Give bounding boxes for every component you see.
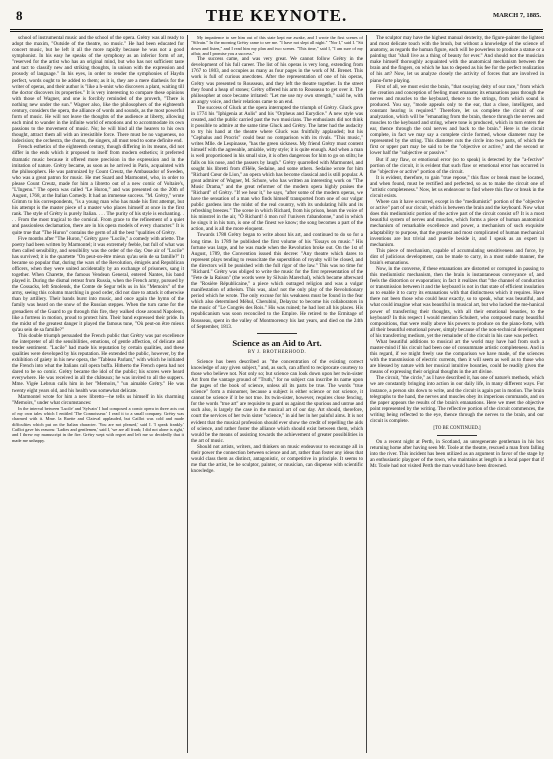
paragraph: school of instrumental music and the school of the opera. Grétry was all ready to adopt the maxim, "Outside of the theatre, no music." He had been educated for concert music, but he left it all the more rapidly because he was not a good symphonist. In his easy he speaks of the symphony as an inferior form of art, "reserved for the artist who has an original mind, but who has not sufficient taste and tact to classify new and striking thoughts, in unison with the expression and prosody of language." In his eyes, in order to render the symphonies of Haydn perfect, words ought to be added to them; as it is, they are a mere diathesis for the writer of operas, and their author is "like a h-onist who discovers a plant, waiting till the doctor discovers its properties." It is very interesting to compare these opinions with those of Wagner, and one is forcibly reminded of the proverb, "There is nothing new under the sun." Wagner also, like the philosophers of the eighteenth century, considers the opera, the alliance of words and sounds, as the most powerful form of music. He will not leave the thoughts of the audience at liberty, allowing each mind to wander in the infinite world of emotions and to accommodate its own passions to the movement of music. No; he will bind all the hearers to his own thought, attract them all with an irresistible force. There must be no vagueness, no indecision; the orchestra, the chorus, the singers, all must tend to some definite end. [12, 35, 184, 145]
paragraph: Now, in the converse, if these emanations are distorted or corrupted in passing to this mediumistic mechanism, then the brain is instantaneous conveyance of, and feels the distortion or evaporation; in fact it realizes that "the channel of conduction or transmission between it and the keyboard is not in that state of efficient insulation as to enable it to carry its emanations with that distinctness which it requires. Have there not been those who could hear exactly, so to speak, what was beautiful, and what could imagine what was beautiful in musical art, but who lacked the me-hanical power of transferring their thoughts, with all their emotional beauties, to the keyboard? In this respect I would mention Schubert, who composed many beautiful compositions, that were really above his powers to produce on the piano-forte, with all their beautiful emotional power, simply because of the non-technical development of his transferring medium, yet the remainder of the circuit in his case was perfect. [370, 265, 544, 339]
section-rule [437, 435, 477, 436]
paragraph: Five months after "The Huron," Grétry gave "Lucile," a comedy with ariette. The poetry had been written by Marmontel; it was extremely feeble, but full of what was then called sensibility, and sensibility was the order of the day. One air of "Lucile" has survived; it is the quartette "On peut-on-être mieux qu'au sein de sa famille?" It became so popular that, during the wars of the Revolution, émigrés and Republican officers, when they were united accidentally by an exchange of prisoners, sang it together. When Charette, the famous Vendean General, entered Nantes, his band played it. During the dismal retreat from Russia, when the French army, pursued by the Cossacks, left Smolensk, the Comte de Segur tells us in his "Memoirs" of the army, seeing this column marching in good order, did not dare to attack it otherwise than by artillery. Their bands burst into music, and once again the hymn of the family was heard on the snow of the Russian steppes. When the turn came for the grenadiers of the Guard to go through this fire, they walked close around Napoleon, like a fortress in motion, proud to protect him. Their band expressed their pride. In the midst of the greatest danger it played the famous tune, "Où peut-on être mieux qu'au sein de sa famille?" [12, 235, 184, 333]
header-rule [10, 29, 543, 30]
column-2 [191, 35, 363, 753]
issue-date: MARCH 7, 1885. [492, 12, 541, 19]
section-rule [257, 333, 297, 334]
quoted-excerpt: In the interval between 'Lucile' and 'Sylvain' I had composed a comic opera in three acts out of my own tales which I entitled 'The Connoisseur.' I read it to a small company. Grétry was charmed with it. Mme. la Ruette and Clairval applauded, but Caillot was cold and made difficulties which put on the Italian character. 'You are not pleased,' said I. 'I speak frankly.' Caillot gave his reasons: 'Ladies and gentlemen,' said I, 'we are all frank; I did not alone is right,' and I threw my manuscript in the fire. Grétry wept with regret and left me so decidedly that it made me unhappy. [12, 405, 184, 443]
paragraph: But if any flaw, or emotional error (so to speak) is detected by the "a-fective" portion of the circuit, it is evident that such flaw or emotional error has occurred in the "objective or active" portion of the circuit. [370, 156, 544, 175]
quoted-excerpt: My impatience to see him out of this state kept me awake, and I wrote the first scenes of "Silvain." In the morning Grétry came to see me. "I have not slept all night." "Nor I," said I. "Sit down and listen," and I read him my plan and two scenes. "This time," said I, "I am sure of my affair, and I promise you a success." [191, 35, 363, 56]
paragraph: The success of Gluck at the opera interrupted the triumph of Grétry. Gluck gave in 1774 his "Iphigenia at Aulis" and his "Orpheus and Eurydice." A new style was created, and the public carried past the two musicians. The enthusiasts did not think it possible to admire at the same time Gluck and Grétry. The latter had the audacity to try his hand at the theatre where Gluck was fruitfully applauded; but his "Cephalus and Procris" could bear no comparison with its rivals. "This music," writes Mlle. de Lespinasse, "has the green sickness. My friend Grétry must content himself with the agreeable, amiable, witty style; it is quite enough. And when a man is well proportioned in his small size, it is often dangerous for him to go on stilts; he falls on his nose, and the passers by laugh." Grétry quarrelled with Marmontel, and sought his libretti from d'Hèle, Sedaine, and some others. Sedaine wrote for him "Richard Cœur de Lion," an opera which has become classical and is still popular. A great admirer of Wagner, M. Schure, who has written an interesting work on "The Music Drama," and the great reformer of the modern opera highly praises the "Richard" of Grétry. "If we hear it," he says, "after some of the modern operas, we have the sensation of a man who finds himself transported from one of our vulgar public gardens into the midst of the real country, with its undulating hills and its refreshing breezes." The scene in which Richard, from his prison, hears the voice of his minstrel in the air, "Ô Richard! ô mon roi! l'univers t'abandonne," and in which he sings it in his turn, is one of the finest we know; the song becomes a part of the action, and is all the more eloquent. [191, 104, 363, 233]
paragraph: It is evident, therefore, to gain "true repose," this flaw or break must be located, and when found, must be rectified and perfected, so as to make the circuit one of "artistic completeness." Now, let us endeavour to find where this flaw or break in the circuit exists. [370, 174, 544, 200]
paragraph: Science has been described as "the concentration of the existing correct knowledge of any given subject," and, as such, can afford to reciprocate courtesy to those who believe not. Not only so; but science can look down upon her twin-sister Art from the vantage ground of "Truth," for no subject can inscribe its name upon the pages of the book of science, unless all its parts be true. The words "true science" form a misnomer, because a subject is either science or not science, it cannot be science if it be not true. Its twin-sister, however, requires close fencing, for the words "true art" are requisite to guard us against the spurious and untrue and such also, is largely the case in the musical art of our day. Art should, therefore, court the services of her twin sister "science," in aid her in her painful aims. It is not evident that the musical profession should ever show the credit of repelling the aids of science, and rather foster the alliance which should exist between them, which would be the means of assisting towards the achievement of greater possibilities in the art of music. [191, 358, 363, 444]
paragraph: Should not artists, writers, and thinkers on music endeavour to encourage all in their power the connection between science and art, rather than foster any ideas that would class them as distinct, antagonistic, or competitive in principle. It seems to me that the artist, be he sculptor, painter, or musician, can dispense with scientific knowledge. [191, 443, 363, 475]
paragraph: What beautiful additions to musical art the world may have had from such a master-mind if his circuit had been one of consummate artistic completeness. And in this regard, if we might freely use the comparison we have made, of the sciences with the transmission of electric currents, then it will seem as well as to those who are blessed by nature with her musical intuitive bounties, could be readily given the means of expressing their original thoughts in the art divine. [370, 338, 544, 376]
paragraph: This piece of mechanism, capable of accumulating sensitiveness and force, by dint of judicious development, can be made to carry, in a most subtle manner, the brain's emanations. [370, 247, 544, 266]
paragraph: Marmontel wrote for him a new libretto—he tells us himself in his charming "Memoirs," under what circumstances: [12, 393, 184, 406]
paragraph: The sculptor may have the highest manual dexterity, the figure-painter the lightest and most delicate touch with the brush, but without a knowledge of the science of anatomy, as regards the human figure, each will be powerless to produce a statue or a painting that "shall live as a thing of beauty for ever." And should not the musician make himself thoroughly acquainted with the anatomical mechanism between the brain and the fingers, on which he has to depend as his fee for the perfect realization of his art? Now, let us analyze closely the activity of forces that are involved in piano-forte playing. [370, 35, 544, 84]
article-byline: BY J. BROTHERHOOD. [247, 349, 307, 355]
paragraph: This double triumph persuaded the French public that Grétry was par excellence the interpreter of all the sensibilities, emotions, of gentle affection, of delicate and tender sentiment. "Lucile" had made his reputation by certain qualities, and these qualities were developed by his reputation. He extended the public, however, by the exhibition of gaiety in his new opera, the "Tableau Parlant," with which he initiated the French into what the Italians call opera buffa. Hitherto the French opera had not dared to be so comic. Grétry became the idol of the public; his scores were heard everywhere. He was received in all the châteaux; he was invited to all the suppers. Mme. Vigée Lebrun calls him in her "Memoirs," "un aimable Grétry." He was twenty eight years old, and his health was somewhat delicate. [12, 332, 184, 394]
article-title: Science as an Aid to Art. [232, 337, 322, 348]
paragraph: French esthetics of the eighteenth century, though differing in its means, did not differ in the ends which it proposed to itself from modern esthetics; it preferred dramatic music because it offered more precision in the expression and in the imitation of nature. Grétry became, as soon as he arrived in Paris, acquainted with the philosophers. He was patronized by Count Creutz, the Ambassador of Sweden, who was a great patron for music. He met Suard and Marmontel, who, in order to please Count Creutz, made for him a libretto out of a new comic of Voltaire's, "L'Ingenu." The opera was called "Le Huron," and was presented on the 20th of August, 1768, at the Italian Comedy. It had an immense success. "M. Grétry," wrote Grimm to his correspondents, "is a young man who has made his first attempt, but his attempt is the master piece of a master who places himself at once in the first rank. The style of Grétry is purely Italian. . . . The purity of his style is enchanting. . . . From the most tragical to the comical. From grace to the refinement of a quiet and passionless declamation, there are in his opera models of every character." It is quite true that "The Huron" contains the germ of all the best "qualities of Grétry. [12, 144, 184, 236]
column-1 [12, 35, 184, 753]
news-item: On a recent night at Perth, in Scotland, an unregenerate gentleman in his box returning home after having seen Mr. Toole at the theatre, rescued a man from falling into the river. This incident has been utilized as an argument in favor of the stage by an enthusiastic playgoer of the town, who maintains at length in a local paper that if Mr. Toole had not visited Perth the man would have been drowned. [370, 439, 544, 470]
column-3 [370, 35, 544, 753]
column-divider [366, 35, 367, 753]
paragraph: The success came, and was very great. We cannot follow Grétry in the development of his full career. The list of his operas is very long, extending from 1767 to 1803, and occupies as many as four pages in the work of M. Brenet. This work is full of curious anecdotes. After the representation of one of his operas, Grétry was presented to Rousseau, and they left the theatre together. In the street they found a heap of stones; Grétry offered his arm to Rousseau to get over it. The philosopher at once became irritated: "Let me use my own strength," said he, with an angry voice, and their relations came to an end. [191, 56, 363, 105]
continued-notice: [TO BE CONTINUED.] [433, 426, 481, 431]
paragraph: The circuit, "the circle," as I have described it, has one of nature's methods, which we are constantly bringing into action in our daily life, in many different ways. For instance, a person sits down to write, and the circuit is again put in motion. The brain telegraphs to the hand, the nerves and muscles obey its imperious commands, and on the paper appears the results of the brain's emanations. Here we meet the objective point represented by the writing. The reflective portion of the circuit commences, the writing being reflected to the eye, thence through the nerves to the brain, and our circuit is complete. [370, 375, 544, 424]
header-rule-thin [10, 31, 543, 32]
page-header [10, 6, 543, 28]
paragraph: First of all, we must exist the brain, "that swaying deity of our race," from which the creation and conception of feeling must emanate; its emanations pass through the nerves and muscles to the keyboard, thence to the strings, from which sound is produced. You say, "mode appeals only to the ear, that a close, intelligent, and constant hearing is required." Therefore, let us complete the circuit of our analyzation, which will be "emanating from the brain, thence through the nerves and muscles to the keyboard and string, where tone is produced, which in turn enters the ear, thence through the oral nerves and back to the brain." Here is the circuit complete, in fact we may say a complete circle formed, whose diameter may be represented by the string. This diameter cuts the circle into two parts, of which the first or upper part may be said to be the "objective or active," and the second or lower half the "subjective or passive." [370, 83, 544, 157]
column-divider [187, 35, 188, 753]
paragraph: Towards 1788 Grétry began to write about his art, and continued to do so for a long time. In 1789 he published the first volume of his "Essays on music." His fortune was large, and he was made when the Revolution broke out. On the 1st of August, 1789, the Convention issued this decree: "Any theatre which dares to represent plays tending to resuscitate the superstition of royalty will be closed, and the directors will be punished with the full rigor of the law." This was no time for "Richard." Grétry was obliged to write the music for the first representation of the "Fete de la Raison" (the words were by Silvain Marechal), which became afterward the "Rosière Républicaine," a piece which outraged religion and was a vulgar manifestation of atheism. This was, alas! not the only play of the Revolutionary period which he wrote. The only excuse for his weakness must be found in the fear which also determined Méhul, Cherubini, Delayrac to become his collaborators in the music of "Le Congrès des Rois." His was ruined; he had lost all his places. His republicanism was soon reconciled to the Empire. He retired to the Ermitage of Rousseau, spent in the valley of Montmorency his last years, and died on the 24th of September, 1813. [191, 232, 363, 330]
paragraph: Where can it have occurred, except in the "mediumistic" portion of the "objective or active" part of our circuit, which is between the brain and the keyboard. Now what does this mediumistic portion of the active part of the circuit consist of? It is a most beautiful system of nerves and muscles, which forms a piece of human anatomical mechanism of remarkable excellence and power, a mechanism of such exquisite adaptability to purpose, that the greatest and most complicated of human mechanical inventions are but trivial and puerile beside it, and I speak as an expert in mechanism. [370, 199, 544, 248]
masthead: THE KEYNOTE. [205, 6, 348, 25]
page-number: 8 [16, 8, 23, 23]
